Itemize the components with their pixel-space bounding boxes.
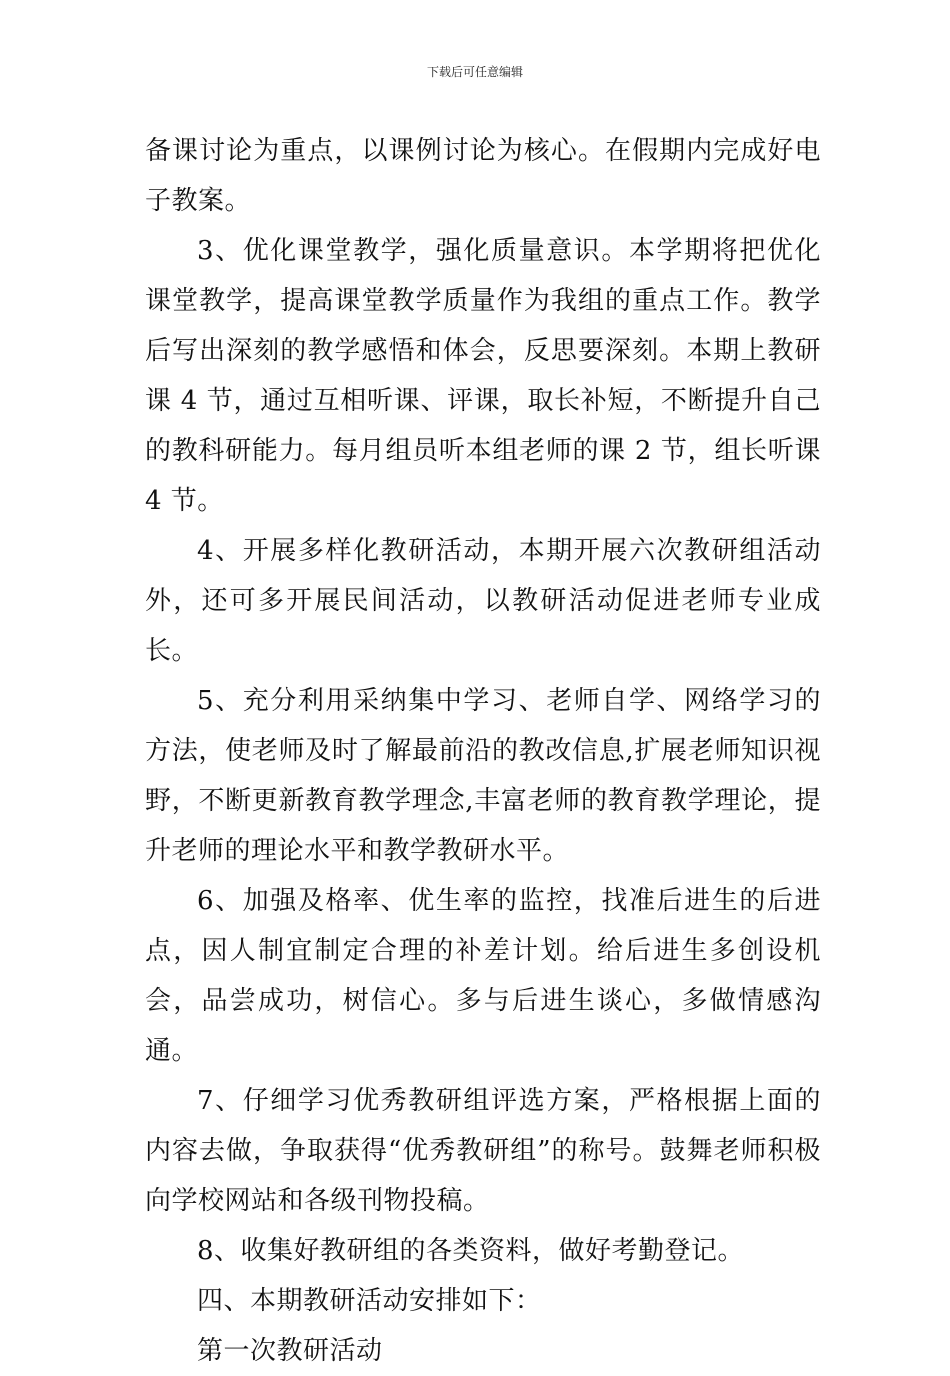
- paragraph-continuation: 备课讨论为重点，以课例讨论为核心。在假期内完成好电子教案。: [145, 136, 821, 216]
- subheading-first-activity: 第一次教研活动: [197, 1336, 383, 1366]
- document-body: [145, 126, 821, 1376]
- paragraph-item-7: 7、仔细学习优秀教研组评选方案，严格根据上面的内容去做，争取获得“优秀教研组”的称号。鼓舞老师积极向学校网站和各级刊物投稿。: [145, 1086, 821, 1216]
- paragraph-item-5: 5、充分利用采纳集中学习、老师自学、网络学习的方法，使老师及时了解最前沿的教改信息,扩展老师知识视野，不断更新教育教学理念,丰富老师的教育教学理论，提升老师的理论水平和教学教研水平。: [145, 686, 821, 866]
- page-header: 下载后可任意编辑: [426, 65, 523, 79]
- paragraph-item-6: 6、加强及格率、优生率的监控，找准后进生的后进点，因人制宜制定合理的补差计划。给后进生多创设机会，品尝成功，树信心。多与后进生谈心，多做情感沟通。: [145, 886, 821, 1066]
- paragraph-item-3: 3、优化课堂教学，强化质量意识。本学期将把优化课堂教学，提高课堂教学质量作为我组的重点工作。教学后写出深刻的教学感悟和体会，反思要深刻。本期上教研课 4 节，通过互相听课、评课，取长补短，不断提升自己的教科研能力。每月组员听本组老师的课 2 节，组长听课 4 节。: [145, 236, 821, 516]
- section-heading-4: 四、本期教研活动安排如下：: [197, 1286, 542, 1316]
- paragraph-item-4: 4、开展多样化教研活动，本期开展六次教研组活动外，还可多开展民间活动，以教研活动促进老师专业成长。: [145, 536, 821, 666]
- paragraph-item-8: 8、收集好教研组的各类资料，做好考勤登记。: [197, 1236, 745, 1266]
